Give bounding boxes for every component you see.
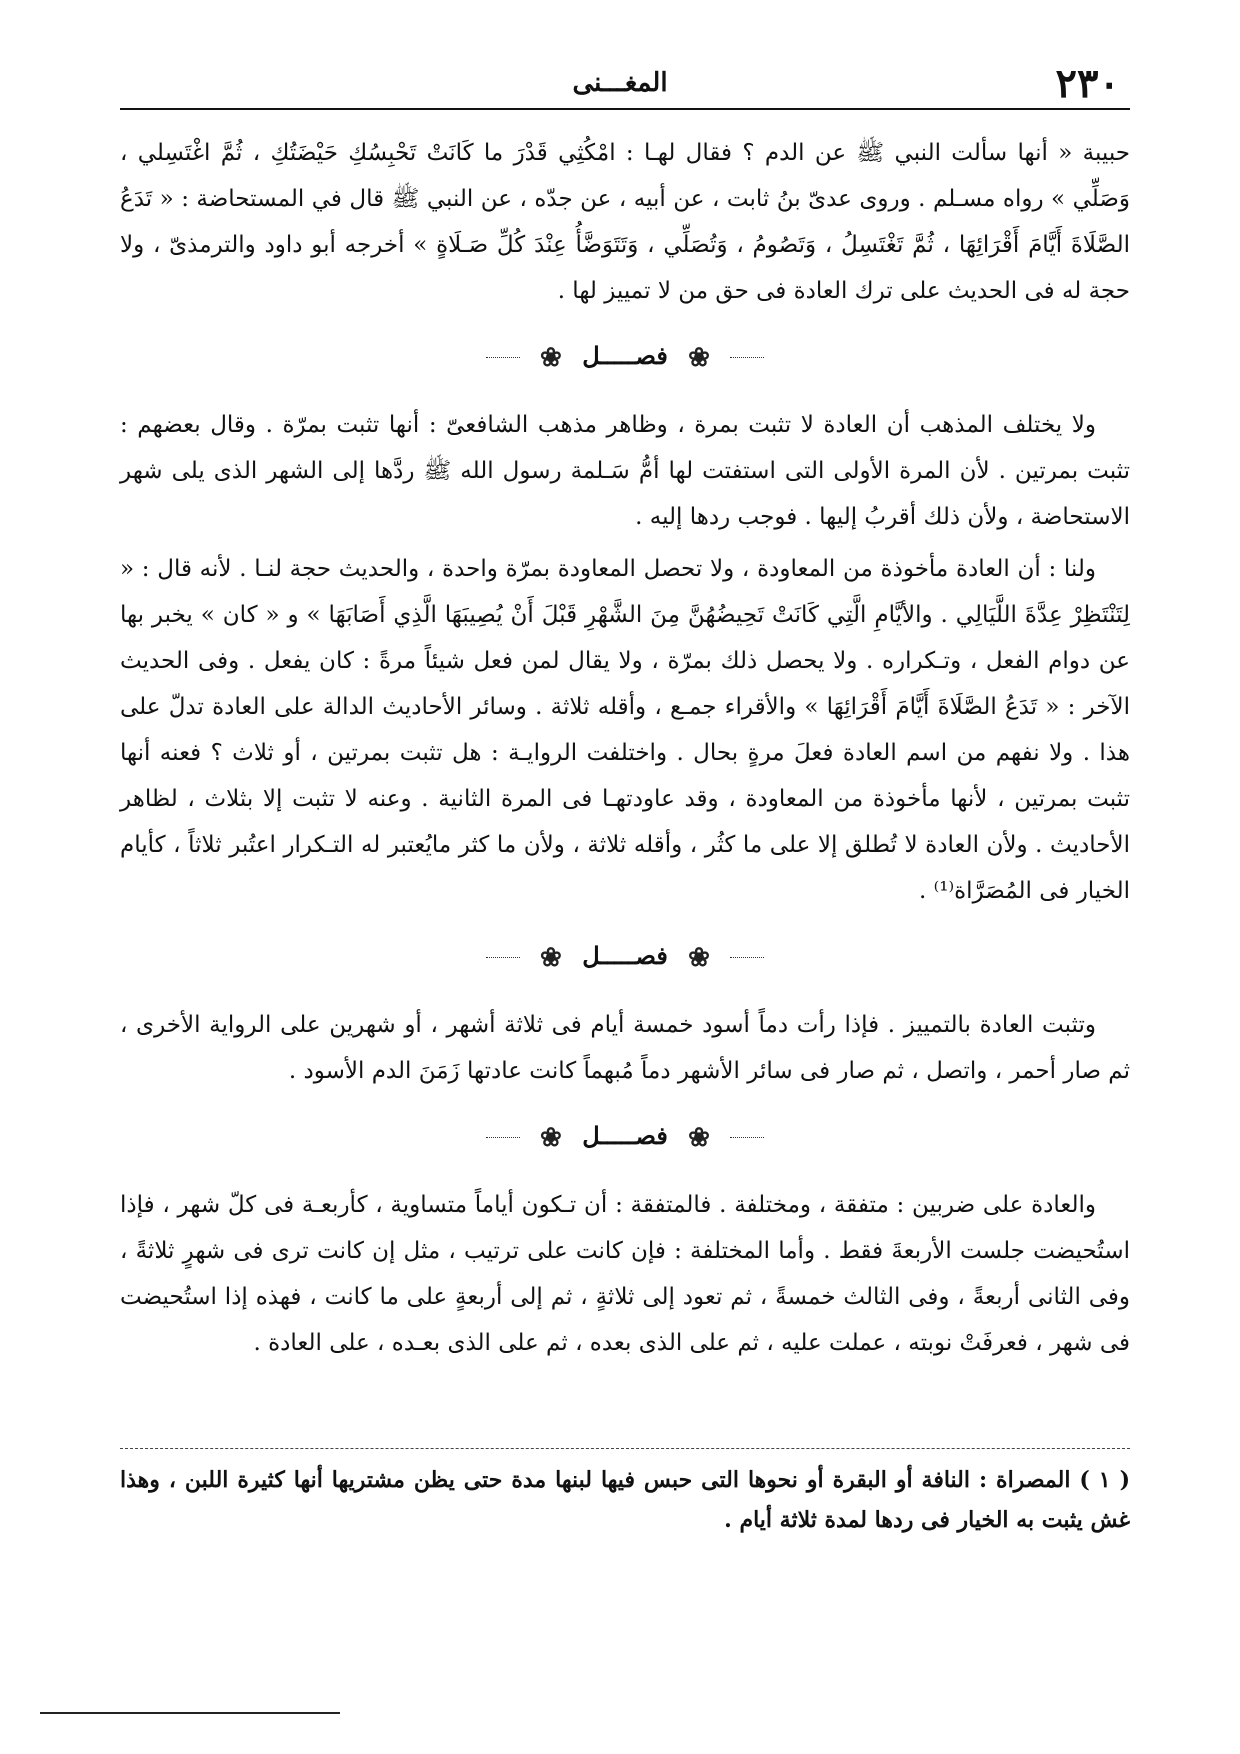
ornament-dash	[486, 1137, 520, 1138]
ornament-icon: ❀	[688, 942, 710, 973]
footnotes	[120, 1460, 1130, 1540]
ornament-icon: ❀	[540, 1122, 562, 1153]
ornament-icon: ❀	[540, 942, 562, 973]
paragraph: حبيبة « أنها سألت النبي ﷺ عن الدم ؟ فقال لهـا : امْكُثِي قَدْرَ ما كَانَتْ تَحْبِسُكِ حَيْضَتُكِ ، ثُمَّ اغْتَسِلي ، وَصَلِّي » رواه مسـلم . وروى عدىّ بنُ ثابت ، عن أبيه ، عن جدّه ، عن النبي ﷺ قال في المستحاضة : « تَدَعُ الصَّلَاةَ أَيَّامَ أَقْرَائِهَا ، ثُمَّ تَغْتَسِلُ ، وَتَصُومُ ، وَتُصَلِّي ، وَتَتَوَضَّأُ عِنْدَ كُلِّ صَـلَاةٍ » أخرجه أبو داود والترمذىّ ، ولا حجة له فى الحديث على ترك العادة فى حق من لا تمييز لها .	[120, 140, 1130, 304]
section-heading-label: فصـــــل	[582, 1121, 668, 1150]
section-heading	[120, 334, 1130, 378]
header-rule	[120, 108, 1130, 110]
ornament-icon: ❀	[688, 342, 710, 373]
ornament-icon: ❀	[688, 1122, 710, 1153]
main-text	[120, 130, 1130, 1372]
paragraph: ولا يختلف المذهب أن العادة لا تثبت بمرة ، وظاهر مذهب الشافعىّ : أنها تثبت بمرّة . وقال بعضهم : تثبت بمرتين . لأن المرة الأولى التى استفتت لها أمُّ سَـلمة رسول الله ﷺ ردَّها إلى الشهر الذى يلى شهر الاستحاضة ، ولأن ذلك أقربُ إليها . فوجب ردها إليه .	[120, 412, 1130, 530]
ornament-dash	[486, 357, 520, 358]
paragraph: ولنا : أن العادة مأخوذة من المعاودة ، ولا تحصل المعاودة بمرّة واحدة ، والحديث حجة لنـا . لأنه قال : « لِتَنْتَظِرْ عِدَّةَ اللَّيَالِي . والأيَّامِ الَّتِي كَانَتْ تَحِيضُهُنَّ مِنَ الشَّهْرِ قَبْلَ أَنْ يُصِيبَهَا الَّذِي أَصَابَهَا » و « كان » يخبر بها عن دوام الفعل ، وتـكراره . ولا يحصل ذلك بمرّة ، ولا يقال لمن فعل شيئاً مرةً : كان يفعل . وفى الحديث الآخر : « تَدَعُ الصَّلَاةَ أَيَّامَ أَقْرَائِهَا » والأقراء جمـع ، وأقله ثلاثة . وسائر الأحاديث الدالة على العادة تدلّ على هذا . ولا نفهم من اسم العادة فعلَ مرةٍ بحال . واختلفت الروايـة : هل تثبت بمرتين ، أو ثلاث ؟ فعنه أنها تثبت بمرتين ، لأنها مأخوذة من المعاودة ، وقد عاودتهـا فى المرة الثانية . وعنه لا تثبت إلا بثلاث ، لظاهر الأحاديث . ولأن العادة لا تُطلق إلا على ما كثُر ، وأقله ثلاثة ، ولأن ما كثر مايُعتبر له التـكرار اعتُبر ثلاثاً ، كأيام الخيار فى المُصَرَّاة⁽¹⁾ .	[120, 556, 1130, 904]
page-number: ٢٣٠	[1055, 60, 1120, 107]
ornament-dash	[730, 357, 764, 358]
section-heading-label: فصـــــل	[582, 941, 668, 970]
section-heading	[120, 1114, 1130, 1158]
page-header	[120, 60, 1120, 110]
section-heading	[120, 934, 1130, 978]
paragraph: وتثبت العادة بالتمييز . فإذا رأت دماً أسود خمسة أيام فى ثلاثة أشهر ، أو شهرين على الرواية الأخرى ، ثم صار أحمر ، واتصل ، ثم صار فى سائر الأشهر دماً مُبهماً كانت عادتها زَمَنَ الدم الأسود .	[120, 1012, 1130, 1084]
footnote: ( ١ ) المصراة : النافة أو البقرة أو نحوها التى حبس فيها لبنها مدة حتى يظن مشتريها أنها كثيرة اللبن ، وهذا غش يثبت به الخيار فى ردها لمدة ثلاثة أيام .	[120, 1467, 1130, 1533]
ornament-dash	[730, 957, 764, 958]
ornament-dash	[730, 1137, 764, 1138]
bottom-rule	[40, 1712, 340, 1714]
footnote-rule	[120, 1448, 1130, 1449]
ornament-dash	[486, 957, 520, 958]
ornament-icon: ❀	[540, 342, 562, 373]
section-heading-label: فصـــــل	[582, 341, 668, 370]
running-title: المغـــنى	[572, 68, 668, 98]
paragraph: والعادة على ضربين : متفقة ، ومختلفة . فالمتفقة : أن تـكون أياماً متساوية ، كأربعـة فى كلّ شهر ، فإذا استُحيضت جلست الأربعةَ فقط . وأما المختلفة : فإن كانت على ترتيب ، مثل إن كانت ترى فى شهرٍ ثلاثةً ، وفى الثانى أربعةً ، وفى الثالث خمسةً ، ثم تعود إلى ثلاثةٍ ، ثم إلى أربعةٍ على ما كانت ، فهذه إذا استُحيضت فى شهر ، فعرفَتْ نوبته ، عملت عليه ، ثم على الذى بعده ، ثم على الذى بعـده ، على العادة .	[120, 1192, 1130, 1356]
